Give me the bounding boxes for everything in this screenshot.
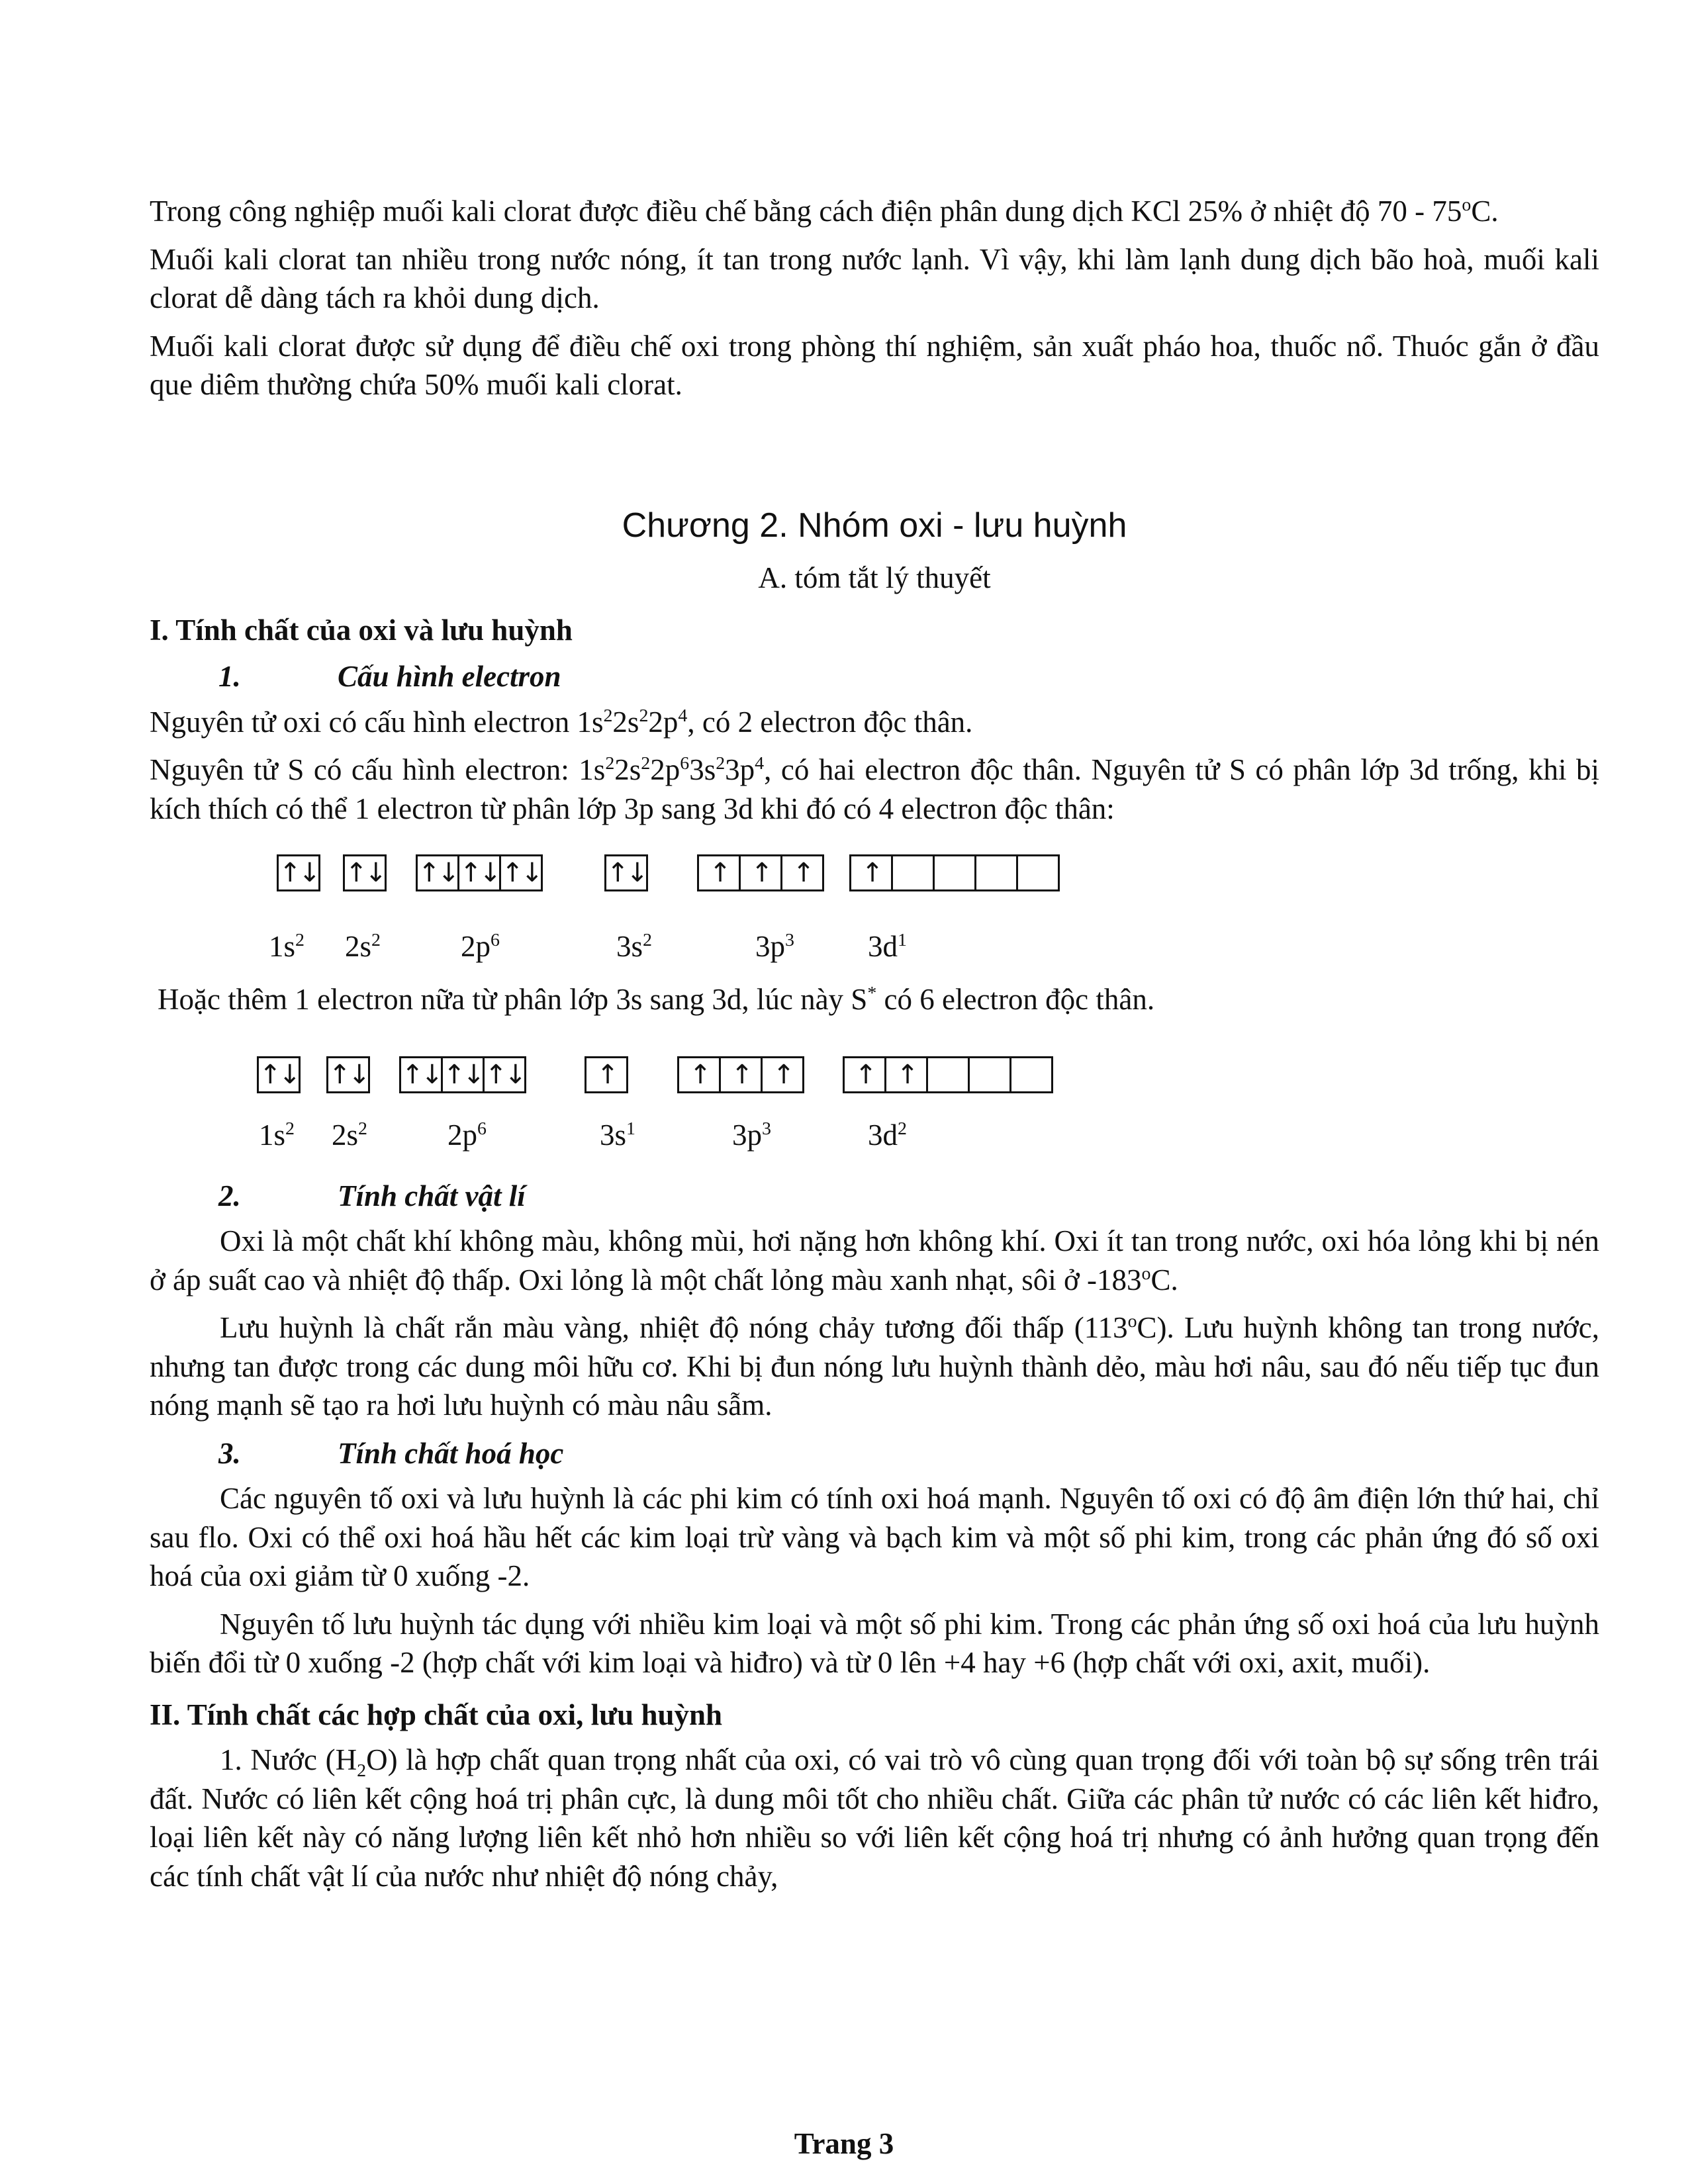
orbital-label: $2p^6$ (461, 930, 500, 964)
orbital-group-s1 (259, 1056, 301, 1095)
orbital-diagram-excited-1 (150, 854, 1599, 980)
orbital-box: ↑ (849, 854, 893, 891)
orbital-box (1016, 854, 1060, 891)
orbital-group-s2 (345, 854, 387, 893)
orbital-label: $1s^2$ (259, 1118, 295, 1152)
orbital-box: ↑↓ (257, 1056, 301, 1093)
orbital-diagram-excited-2 (150, 1056, 1599, 1169)
section-2-heading: II. Tính chất các hợp chất của oxi, lưu huỳnh (150, 1698, 723, 1731)
document-body (150, 192, 1599, 1905)
orbital-group-s3 (606, 854, 648, 893)
orbital-label: $2s^2$ (345, 930, 381, 964)
orbital-box (1009, 1056, 1053, 1093)
orbital-group-s2 (328, 1056, 370, 1095)
intro-paragraph-3: Muối kali clorat được sử dụng để điều chế oxi trong phòng thí nghiệm, sản xuất pháo hoa, thuốc nổ. Thuóc gắn ở đầu que diêm thường chứa 50% muối kali clorat. (150, 329, 1599, 401)
orbital-box: ↑ (585, 1056, 628, 1093)
orbital-box: ↑↓ (483, 1056, 526, 1093)
chemical-sulfur-text: Nguyên tố lưu huỳnh tác dụng với nhiều kim loại và một số phi kim. Trong các phản ứng số oxi hoá của lưu huỳnh biến đổi từ 0 xuống -2 (hợp chất với kim loại và hiđro) và từ 0 lên +4 hay +6 (hợp chất với oxi, axit, muối). (150, 1607, 1599, 1680)
orbital-box (974, 854, 1018, 891)
orbital-box (933, 854, 976, 891)
subsection-physical-properties: 2. Tính chất vật lí (218, 1179, 526, 1212)
orbital-label: $3s^1$ (600, 1118, 635, 1152)
orbital-box: ↑↓ (499, 854, 543, 891)
orbital-label: $2s^2$ (332, 1118, 367, 1152)
section-subtitle: A. tóm tắt lý thuyết (758, 561, 991, 595)
orbital-label: $3s^2$ (616, 930, 652, 964)
orbital-box: ↑↓ (343, 854, 387, 891)
orbital-box: ↑ (719, 1056, 763, 1093)
orbital-group-d3 (845, 1056, 1053, 1095)
orbital-label: $3p^3$ (755, 930, 794, 964)
orbital-box (891, 854, 935, 891)
orbital-box: ↑↓ (604, 854, 648, 891)
orbital-label: $2p^6$ (447, 1118, 487, 1152)
chapter-title: Chương 2. Nhóm oxi - lưu huỳnh (622, 506, 1127, 545)
orbital-group-s3 (586, 1056, 628, 1095)
oxygen-config-text: Nguyên tử oxi có cấu hình electron $1s^22s^22p^4$, có 2 electron độc thân. (150, 705, 973, 739)
water-paragraph: 1. Nước $(H_2O)$ là hợp chất quan trọng nhất của oxi, có vai trò vô cùng quan trọng đối với toàn bộ sự sống trên trái đất. Nước có liên kết cộng hoá trị phân cực, là dung môi tốt cho nhiều chất. Giữa các phân tử nước có các liên kết hiđro, loại liên kết này có năng lượng liên kết nhỏ hơn nhiều so với liên kết cộng hoá trị nhưng có ảnh hưởng quan trọng đến các tính chất vật lí của nước như nhiệt độ nóng chảy, (150, 1743, 1600, 1893)
orbital-box: ↑↓ (416, 854, 459, 891)
excitation-text: Hoặc thêm 1 electron nữa từ phân lớp 3s sang 3d, lúc này S* có 6 electron độc thân. (158, 983, 1155, 1017)
orbital-box (968, 1056, 1011, 1093)
orbital-group-p3 (699, 854, 824, 893)
orbital-box: ↑↓ (457, 854, 501, 891)
orbital-box: ↑ (780, 854, 824, 891)
physical-sulfur-text: Lưu huỳnh là chất rắn màu vàng, nhiệt độ nóng chảy tương đối thấp (113$^o$C). Lưu huỳnh không tan trong nước, nhưng tan được trong các dung môi hữu cơ. Khi bị đun nóng lưu huỳnh thành dẻo, màu hơi nâu, sau đó nếu tiếp tục đun nóng mạnh sẽ tạo ra hơi lưu huỳnh có màu nâu sẫm. (150, 1311, 1599, 1422)
orbital-box: ↑↓ (277, 854, 320, 891)
orbital-box: ↑ (884, 1056, 928, 1093)
subsection-chemical-properties: 3. Tính chất hoá học (218, 1436, 564, 1470)
orbital-label: $3d^1$ (868, 930, 907, 964)
intro-paragraph-1: Trong công nghiệp muối kali clorat được điều chế bằng cách điện phân dung dịch KCl 25% ở nhiệt độ 70 - 75$^o$C. (150, 195, 1499, 228)
page-footer: Trang 3 (794, 2127, 894, 2160)
orbital-box: ↑ (697, 854, 741, 891)
orbital-group-p3 (679, 1056, 804, 1095)
orbital-label: $3p^3$ (732, 1118, 771, 1152)
subsection-electron-config: 1. Cấu hình electron (218, 660, 561, 694)
orbital-group-d3 (851, 854, 1060, 893)
orbital-box: ↑ (843, 1056, 886, 1093)
orbital-box: ↑↓ (326, 1056, 370, 1093)
physical-oxygen-text: Oxi là một chất khí không màu, không mùi, hơi nặng hơn không khí. Oxi ít tan trong nước, oxi hóa lỏng khi bị nén ở áp suất cao và nhiệt độ thấp. Oxi lỏng là một chất lỏng màu xanh nhạt, sôi ở -183$^o$C. (150, 1224, 1599, 1297)
orbital-box (926, 1056, 970, 1093)
orbital-group-p2 (401, 1056, 526, 1095)
orbital-box: ↑ (739, 854, 782, 891)
section-1-heading: I. Tính chất của oxi và lưu huỳnh (150, 613, 573, 647)
orbital-label: $1s^2$ (269, 930, 305, 964)
intro-paragraph-2: Muối kali clorat tan nhiều trong nước nóng, ít tan trong nước lạnh. Vì vậy, khi làm lạnh dung dịch bão hoà, muối kali clorat dễ dàng tách ra khỏi dung dịch. (150, 242, 1599, 314)
sulfur-config-text: Nguyên tử S có cấu hình electron: $1s^22s^22p^63s^23p^4$, có hai electron độc thân. Nguyên tử S có phân lớp 3d trống, khi bị kích thích có thể 1 electron từ phân lớp 3p sang 3d khi đó có 4 electron độc thân: (150, 753, 1599, 825)
orbital-label: $3d^2$ (868, 1118, 907, 1152)
orbital-box: ↑↓ (441, 1056, 485, 1093)
chemical-oxygen-text: Các nguyên tố oxi và lưu huỳnh là các phi kim có tính oxi hoá mạnh. Nguyên tố oxi có độ âm điện lớn thứ hai, chỉ sau flo. Oxi có thể oxi hoá hầu hết các kim loại trừ vàng và bạch kim và một số phi kim, trong các phản ứng đó số oxi hoá của oxi giảm từ 0 xuống -2. (150, 1482, 1599, 1593)
orbital-box: ↑↓ (399, 1056, 443, 1093)
orbital-group-s1 (279, 854, 320, 893)
orbital-box: ↑ (761, 1056, 804, 1093)
orbital-group-p2 (418, 854, 543, 893)
orbital-box: ↑ (677, 1056, 721, 1093)
